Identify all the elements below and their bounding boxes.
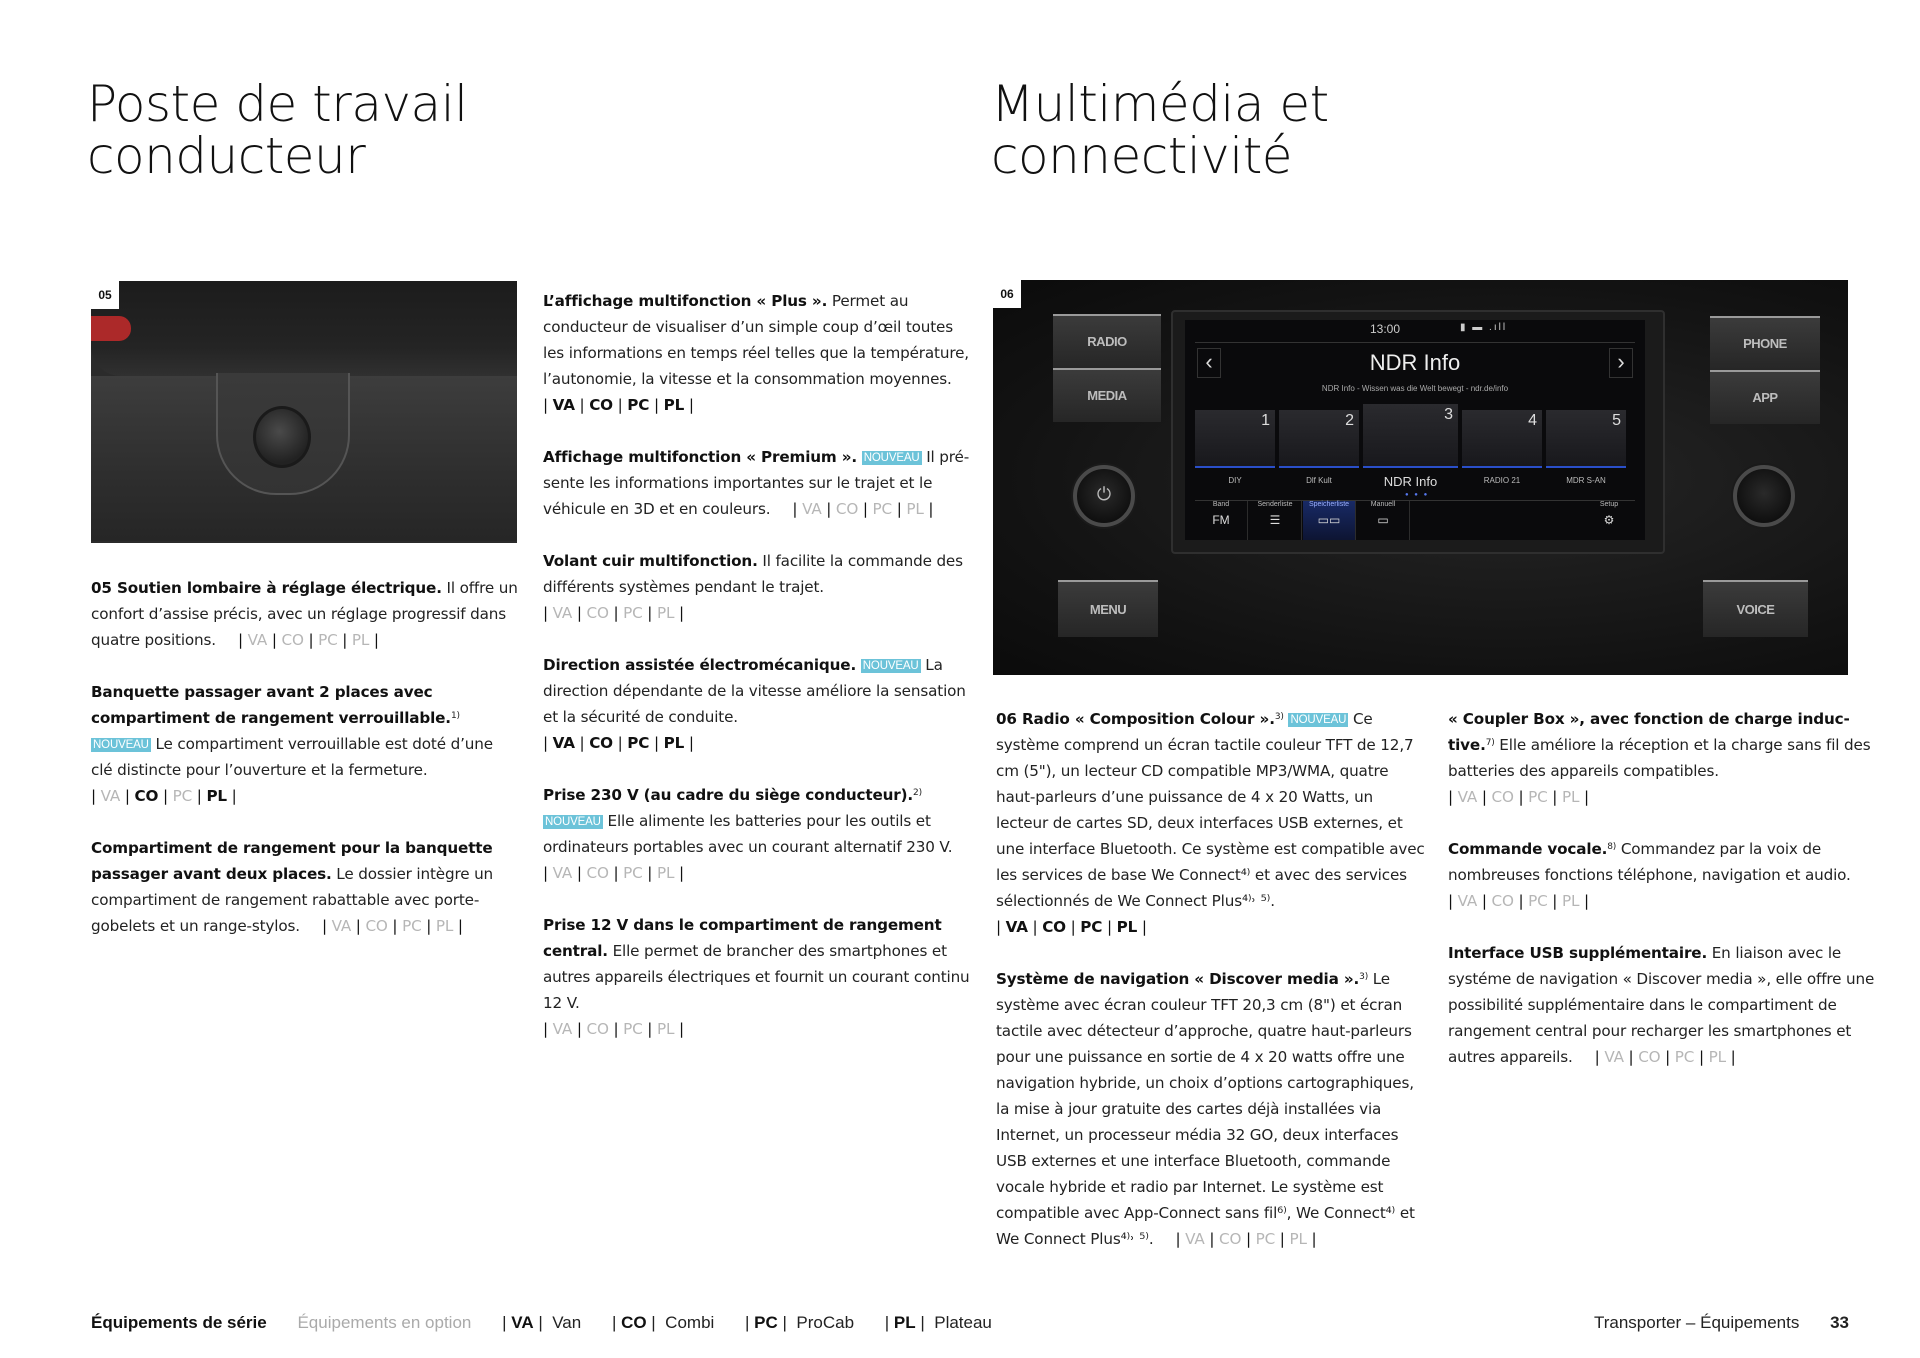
new-badge: NOUVEAU	[1290, 714, 1347, 726]
photo-number-tag: 06	[993, 280, 1021, 308]
tag-pc: PC	[1674, 1048, 1695, 1066]
tag-va: VA	[552, 396, 575, 414]
seat-cushion	[91, 281, 517, 376]
legend-code: PC	[754, 1313, 778, 1332]
text-column-4	[1448, 706, 1878, 1096]
title-line: Multimédia et	[991, 75, 1329, 133]
tab-label: Speicherliste	[1308, 501, 1350, 508]
feature-description: Elle permet de brancher des smartphones et autres appareils électriques et fournit un courant continu 12 V.	[543, 942, 970, 1012]
availability-tags: | VA | CO | PC | PL |	[1448, 892, 1589, 910]
photo-radio-composition-colour	[993, 280, 1848, 675]
tag-va: VA	[1005, 918, 1028, 936]
tag-pl: PL	[656, 604, 675, 622]
availability-tags: | VA | CO | PC | PL |	[1448, 788, 1589, 806]
tag-va: VA	[552, 1020, 573, 1038]
feature-paragraph	[543, 288, 973, 418]
power-icon: ⏻	[1096, 484, 1112, 505]
preset-list	[1195, 404, 1635, 489]
tag-pl: PL	[656, 864, 675, 882]
feature-paragraph	[996, 966, 1428, 1252]
footnote-ref: 1)	[450, 711, 460, 721]
legend-label: ProCab	[796, 1313, 855, 1332]
feature-paragraph	[543, 782, 973, 886]
feature-title: Prise 230 V (au cadre du siège conducteur).	[543, 786, 914, 804]
tag-co: CO	[1491, 788, 1514, 806]
legend-standard: Équipements de série	[91, 1313, 267, 1332]
tag-va: VA	[552, 864, 573, 882]
tab-label: Setup	[1599, 501, 1619, 508]
tag-pc: PC	[627, 734, 650, 752]
availability-tags: | VA | CO | PC | PL |	[543, 864, 684, 882]
preset-name: RADIO 21	[1483, 476, 1521, 485]
feature-title: Direction assistée électromécanique.	[543, 656, 857, 674]
feature-description: Il offre un confort d’assise précis, avec un réglage progressif dans quatre positions.	[91, 579, 518, 649]
tab-label: Senderliste	[1257, 501, 1293, 508]
presets-icon: ▭▭	[1317, 513, 1341, 527]
tag-va: VA	[1457, 892, 1478, 910]
tag-va: VA	[802, 500, 822, 518]
gear-icon: ⚙	[1603, 513, 1615, 527]
tag-va: VA	[1604, 1048, 1624, 1066]
feature-title: Commande vocale.	[1448, 840, 1608, 858]
availability-tags: | VA | CO | PC | PL |	[996, 918, 1147, 936]
tag-pc: PC	[318, 631, 338, 649]
feature-description: Permet au conducteur de visualiser d’un simple coup d’œil toutes les informations en temps réel telles que la température, l’autonomie, la vitesse et la consommation moyennes.	[543, 292, 969, 388]
tag-va: VA	[552, 604, 573, 622]
tag-pc: PC	[623, 864, 643, 882]
lumbar-knob-icon	[253, 406, 311, 468]
footnote-ref: 7)	[1485, 738, 1495, 748]
legend-code: VA	[511, 1313, 534, 1332]
feature-description: Le système avec écran couleur TFT 20,3 cm (8") et écran tactile avec détecteur d’approche, quatre haut-parleurs pour une puissance en sortie de 4 x 20 watts offre une navigation hybride, un choix d’options cartographiques, la mise à jour gratuite des cartes déjà installées via Internet, un processeur média 32 GO, deux interfaces USB externes et une interface Bluetooth, commande vocale hybride et radio par Internet. Le système est compatible avec App-Connect sans fil⁶⁾, We Connect⁴⁾ et We Connect Plus⁴⁾˒ ⁵⁾.	[996, 970, 1415, 1248]
tag-pl: PL	[663, 396, 685, 414]
bottom-tab-bar	[1195, 500, 1635, 540]
tag-va: VA	[1457, 788, 1478, 806]
radio-text: NDR Info - Wissen was die Welt bewegt - ndr.de/info	[1321, 384, 1509, 393]
feature-description: La direction dépendante de la vitesse améliore la sensation et la sécurité de conduite.	[543, 656, 966, 726]
legend-optional: Équipements en option	[297, 1313, 472, 1332]
preset-name: MDR S-AN	[1566, 476, 1606, 485]
title-line: connectivité	[991, 127, 1293, 185]
availability-tags: | VA | CO | PC | PL |	[1594, 1048, 1736, 1066]
tag-pl: PL	[351, 631, 370, 649]
feature-title: Affichage multifonction « Premium ».	[543, 448, 858, 466]
feature-description: Ce système comprend un écran tactile couleur TFT de 12,7 cm (5"), un lecteur CD compatible MP3/WMA, quatre haut-parleurs d’une puissance de 4 x 20 Watts, un lecteur de cartes SD, deux interfaces USB externes, et une interface Bluetooth. Ce système est compatible avec les services de base We Connect⁴⁾ et avec des services sélectionnés de We Connect Plus⁴⁾˒ ⁵⁾.	[996, 710, 1425, 910]
tag-pl: PL	[1561, 788, 1580, 806]
signal-battery-icon: ▮ ▬ .ıll	[1460, 322, 1508, 333]
footnote-ref: 8)	[1607, 842, 1617, 852]
tag-co: CO	[586, 1020, 609, 1038]
feature-description: En liaison avec le systéme de navigation « Discover media », elle offre une possibilité supplémentaire dans le compartiment de rangement central pour recharger les smartphones et autres appareils.	[1448, 944, 1875, 1066]
preset-number: 5	[1612, 412, 1621, 429]
seat-red-trim	[91, 316, 131, 341]
tag-pc: PC	[1528, 788, 1548, 806]
legend-plateau: | PL | Plateau	[884, 1313, 992, 1332]
tag-co: CO	[835, 500, 859, 518]
photo-number-tag: 05	[91, 281, 119, 309]
tab-label: Band	[1212, 501, 1230, 508]
feature-paragraph	[91, 679, 519, 809]
tag-co: CO	[586, 604, 609, 622]
feature-description: Il présente les informations importantes sur le trajet et le véhicule en 3D et en couleurs.	[543, 448, 970, 518]
tag-co: CO	[1219, 1230, 1242, 1248]
app-hw-button: APP	[1710, 370, 1820, 424]
feature-paragraph	[543, 652, 973, 756]
tag-pl: PL	[663, 734, 685, 752]
preset-name: DIY	[1228, 476, 1242, 485]
volume-knob-icon	[1733, 465, 1795, 527]
feature-title: Interface USB supplémentaire.	[1448, 944, 1708, 962]
voice-hw-button: VOICE	[1703, 580, 1808, 637]
divider	[1195, 342, 1635, 343]
touchscreen	[1185, 320, 1645, 540]
page-number: 33	[1830, 1313, 1849, 1332]
tag-pc: PC	[627, 396, 650, 414]
section-title-multimedia	[991, 75, 1329, 185]
tag-pc: PC	[623, 1020, 643, 1038]
tag-pl: PL	[1708, 1048, 1726, 1066]
next-station-chevron-right-icon: ›	[1609, 348, 1633, 378]
availability-tags: | VA | CO | PC | PL |	[543, 604, 684, 622]
availability-tags: | VA | CO | PC | PL |	[543, 1020, 684, 1038]
tag-pl: PL	[656, 1020, 675, 1038]
tag-pl: PL	[906, 500, 924, 518]
manual-icon: ▭	[1377, 513, 1389, 527]
title-line: Poste de travail	[87, 75, 468, 133]
tag-co: CO	[589, 734, 613, 752]
tab-memory-list	[1303, 501, 1356, 540]
photo-lumbar-support	[91, 281, 517, 543]
new-badge: NOUVEAU	[863, 452, 920, 464]
new-badge: NOUVEAU	[93, 739, 149, 751]
feature-title: Compartiment de rangement pour la banquette passager avant deux places.	[91, 839, 493, 883]
availability-tags: | VA | CO | PC | PL |	[321, 917, 463, 935]
tag-pc: PC	[872, 500, 892, 518]
tag-pc: PC	[1080, 918, 1103, 936]
tag-pc: PC	[402, 917, 422, 935]
clock: 13:00	[1370, 322, 1401, 336]
new-badge: NOUVEAU	[862, 660, 919, 672]
feature-paragraph	[543, 444, 973, 522]
tab-manual	[1357, 501, 1410, 540]
tag-pc: PC	[623, 604, 643, 622]
prev-station-chevron-left-icon: ‹	[1197, 348, 1221, 378]
availability-tags: | VA | CO | PC | PL |	[543, 396, 694, 414]
footnote-ref: 3)	[1359, 972, 1369, 982]
tag-va: VA	[1185, 1230, 1205, 1248]
legend-van: | VA | Van	[502, 1313, 582, 1332]
tag-pl: PL	[206, 787, 227, 805]
tab-value: FM	[1212, 513, 1230, 527]
tag-co: CO	[1638, 1048, 1661, 1066]
feature-paragraph	[543, 548, 973, 626]
availability-tags: | VA | CO | PC | PL |	[1175, 1230, 1317, 1248]
preset-name: Dlf Kult	[1306, 476, 1332, 485]
feature-paragraph	[91, 575, 519, 653]
menu-hw-button: MENU	[1058, 580, 1158, 637]
preset-number: 3	[1444, 406, 1453, 423]
feature-paragraph	[1448, 836, 1878, 914]
preset-tile	[1546, 410, 1626, 485]
text-column-2	[543, 288, 973, 1068]
legend-code: CO	[621, 1313, 647, 1332]
tag-co: CO	[1042, 918, 1066, 936]
tab-label: Manuell	[1370, 501, 1396, 508]
section-title-driver-workstation	[87, 75, 468, 185]
preset-number: 1	[1261, 412, 1270, 429]
page-footer	[91, 1308, 1849, 1338]
tag-va: VA	[247, 631, 268, 649]
doc-info	[1594, 1308, 1849, 1338]
feature-paragraph	[1448, 706, 1878, 810]
legend-label: Combi	[665, 1313, 715, 1332]
feature-title: « Coupler Box », avec fonction de charge inductive.	[1448, 710, 1850, 754]
feature-description: Commandez par la voix de nombreuses fonctions téléphone, navigation et audio.	[1448, 840, 1851, 884]
legend-label: Van	[552, 1313, 582, 1332]
tag-pl: PL	[435, 917, 454, 935]
feature-title: Système de navigation « Discover media ».	[996, 970, 1360, 988]
tag-co: CO	[134, 787, 159, 805]
preset-name: NDR Info	[1383, 474, 1438, 489]
feature-title: 05 Soutien lombaire à réglage électrique.	[91, 579, 442, 597]
tag-va: VA	[331, 917, 352, 935]
tag-pc: PC	[172, 787, 193, 805]
availability-tags: | VA | CO | PC | PL |	[237, 631, 379, 649]
tag-co: CO	[586, 864, 609, 882]
legend-procab: | PC | ProCab	[745, 1313, 855, 1332]
feature-description: Le compartiment verrouillable est doté d’une clé distincte pour l’ouverture et la fermeture.	[91, 735, 493, 779]
preset-number: 4	[1528, 412, 1537, 429]
feature-title: 06 Radio « Composition Colour ».	[996, 710, 1275, 728]
tab-band	[1195, 501, 1248, 540]
feature-title: Volant cuir multifonction.	[543, 552, 758, 570]
feature-paragraph	[996, 706, 1428, 940]
station-name: NDR Info	[1369, 350, 1461, 375]
new-badge: NOUVEAU	[545, 816, 601, 828]
feature-description: Elle améliore la réception et la charge sans fil des batteries des appareils compatibles.	[1448, 736, 1871, 780]
availability-tags: | VA | CO | PC | PL |	[91, 787, 237, 805]
feature-description: Il facilite la commande des différents systèmes pendant le trajet.	[543, 552, 963, 596]
tag-co: CO	[589, 396, 613, 414]
feature-description: Elle alimente les batteries pour les outils et ordinateurs portables avec un courant alternatif 230 V.	[543, 812, 953, 856]
preset-tile-active	[1363, 404, 1458, 489]
legend	[91, 1308, 1018, 1338]
tag-co: CO	[1491, 892, 1514, 910]
preset-tile	[1279, 410, 1359, 485]
preset-number: 2	[1345, 412, 1354, 429]
tag-pl: PL	[1116, 918, 1138, 936]
legend-code: PL	[893, 1313, 916, 1332]
media-hw-button: MEDIA	[1053, 368, 1161, 422]
power-knob-icon	[1073, 465, 1135, 527]
tag-pl: PL	[1289, 1230, 1307, 1248]
feature-description: Le dossier intègre un compartiment de rangement rabattable avec porte-gobelets et un range-stylos.	[91, 865, 494, 935]
tag-pl: PL	[1561, 892, 1580, 910]
status-bar	[1185, 322, 1645, 340]
footnote-ref: 3)	[1274, 712, 1284, 722]
text-column-1	[91, 575, 519, 965]
phone-hw-button: PHONE	[1710, 316, 1820, 370]
feature-title: Banquette passager avant 2 places avec compartiment de rangement verrouillable.	[91, 683, 451, 727]
tag-co: CO	[281, 631, 304, 649]
tag-co: CO	[365, 917, 388, 935]
title-line: conducteur	[87, 127, 366, 185]
availability-tags: | VA | CO | PC | PL |	[792, 500, 934, 518]
feature-paragraph	[1448, 940, 1878, 1070]
tag-pc: PC	[1528, 892, 1548, 910]
tab-setup	[1583, 501, 1635, 540]
tab-station-list	[1249, 501, 1302, 540]
feature-title: Prise 12 V dans le compartiment de rangement central.	[543, 916, 942, 960]
tag-pc: PC	[1255, 1230, 1276, 1248]
page-indicator: ● ● ●	[1405, 492, 1430, 498]
preset-tile	[1195, 410, 1275, 485]
legend-combi: | CO | Combi	[611, 1313, 715, 1332]
feature-title: L’affichage multifonction « Plus ».	[543, 292, 828, 310]
tag-va: VA	[100, 787, 121, 805]
list-icon: ☰	[1269, 513, 1281, 527]
feature-paragraph	[91, 835, 519, 939]
availability-tags: | VA | CO | PC | PL |	[543, 734, 694, 752]
legend-label: Plateau	[934, 1313, 992, 1332]
text-column-3	[996, 706, 1428, 1278]
feature-paragraph	[543, 912, 973, 1042]
radio-hw-button: RADIO	[1053, 314, 1161, 368]
footnote-ref: 2)	[913, 788, 922, 798]
tag-va: VA	[552, 734, 575, 752]
document-title: Transporter – Équipements	[1593, 1313, 1800, 1332]
preset-tile	[1462, 410, 1542, 485]
